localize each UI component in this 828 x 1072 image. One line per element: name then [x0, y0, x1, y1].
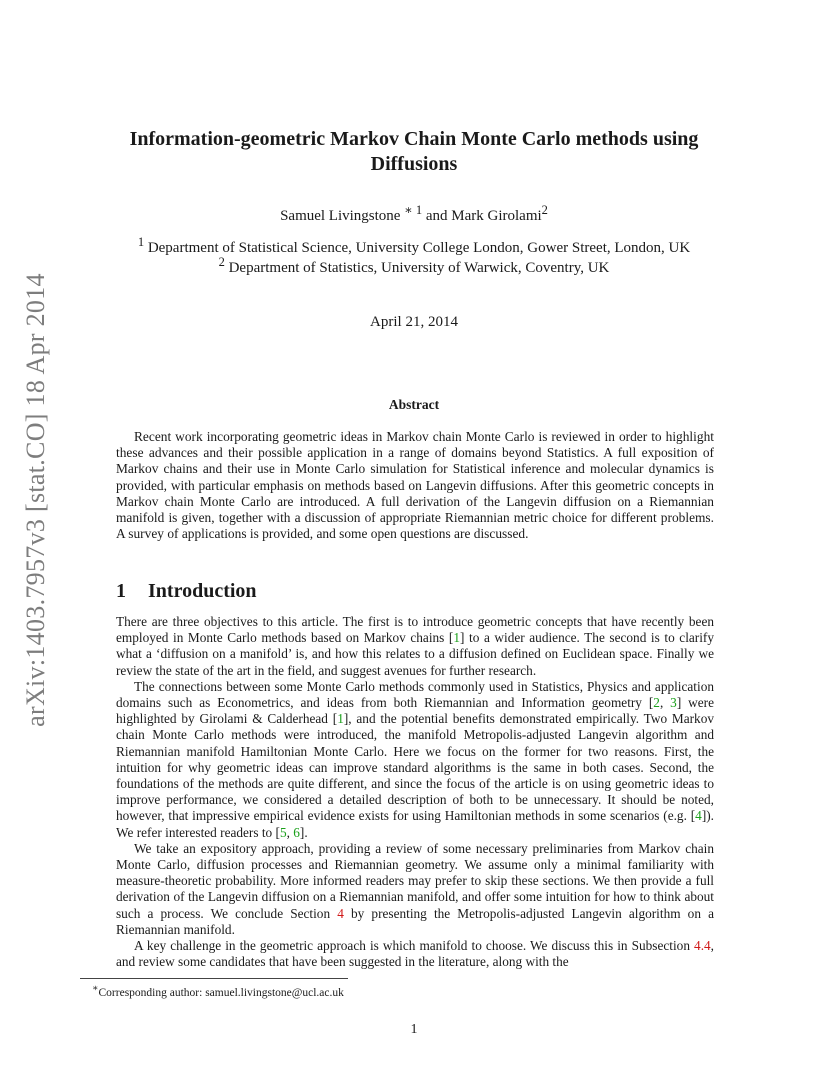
footnote — [92, 983, 344, 999]
section-number: 1 — [116, 580, 126, 602]
citation-separator: , — [286, 824, 294, 840]
affiliation-1-mark: 1 — [137, 235, 145, 249]
title-line-2: Diffusions — [370, 153, 458, 175]
paragraph-text: ]. — [299, 824, 308, 840]
paper-title — [80, 127, 748, 177]
paragraph-1 — [116, 614, 714, 679]
page-number: 1 — [410, 1022, 418, 1037]
title-line-1: Information-geometric Markov Chain Monte Carlo methods using — [129, 128, 699, 150]
paragraph-text: There are three objectives to this article. The first is to introduce geometric concepts that have recently been employed in Monte Carlo methods based on Markov chains [ — [116, 614, 714, 646]
paragraph-text: The connections between some Monte Carlo methods commonly used in Statistics, Physics and application domains such as Econometrics, and ideas from both Riemannian and Information geometry [ — [116, 678, 714, 711]
author-2-mark: 2 — [541, 203, 548, 217]
author-2-name: Mark Girolami — [451, 208, 542, 224]
section-heading — [116, 580, 257, 603]
paragraph-text: ] were highlighted by Girolami & Calderhead [ — [116, 695, 714, 727]
paragraph-4 — [116, 938, 714, 970]
paragraph-text: by presenting the Metropolis-adjusted Langevin algorithm on a Riemannian manifold. — [116, 905, 714, 937]
subsection-reference-link[interactable]: 4.4 — [694, 938, 711, 954]
citation-link[interactable]: 6 — [293, 824, 300, 840]
citation-link[interactable]: 1 — [337, 711, 344, 727]
paragraph-3 — [116, 841, 714, 938]
citation-link[interactable]: 2 — [653, 695, 660, 711]
paragraph-text: A key challenge in the geometric approach is which manifold to choose. We discuss this in Subsection — [134, 938, 695, 954]
section-title: Introduction — [148, 580, 257, 602]
paragraph-text: We take an expository approach, providing a review of some necessary preliminaries from Markov chain Monte Carlo, diffusion processes and Riemannian geometry. We assume only a minimal familiarity with measure-theoretic probability. More informed readers may prefer to skip these sections. We then provide a full derivation of the Langevin diffusion on a Riemannian manifold, and offer some intuition for how to think about such a process. We conclude Section — [116, 840, 714, 921]
publication-date: April 21, 2014 — [370, 314, 458, 330]
affiliation-1 — [80, 235, 748, 257]
citation-link[interactable]: 5 — [279, 824, 287, 840]
abstract-heading: Abstract — [388, 397, 440, 412]
affiliation-2-mark: 2 — [218, 255, 225, 269]
author-1-marks: ∗ 1 — [404, 203, 423, 217]
footnote-text: Corresponding author: samuel.livingstone@ucl.ac.uk — [98, 986, 344, 999]
citation-separator: , — [659, 695, 671, 711]
paragraph-text: ]). We refer interested readers to [ — [116, 808, 714, 840]
affiliation-1-text: Department of Statistical Science, University College London, Gower Street, London, UK — [147, 240, 691, 256]
author-line — [80, 202, 748, 225]
paragraph-2 — [116, 679, 714, 841]
affiliation-2-text: Department of Statistics, University of Warwick, Coventry, UK — [228, 260, 610, 276]
affiliation-2 — [80, 255, 748, 277]
footnote-divider — [80, 978, 348, 979]
arxiv-identifier: arXiv:1403.7957v3 [stat.CO] 18 Apr 2014 — [21, 273, 50, 727]
author-conjunction: and — [425, 208, 448, 224]
abstract-text: Recent work incorporating geometric ideas in Markov chain Monte Carlo is reviewed in order to highlight these advances and their possible application in a range of domains beyond Statistics. A full exposition of Markov chains and their use in Monte Carlo simulation for Statistical inference and molecular dynamics is provided, with particular emphasis on methods based on Langevin diffusions. After this geometric concepts in Markov chain Monte Carlo are introduced. A full derivation of the Langevin diffusion on a Riemannian manifold is given, together with a discussion of appropriate Riemannian metric choice for different problems. A survey of applications is provided, and some open questions are discussed. — [116, 429, 714, 542]
paragraph-text: ], and the potential benefits demonstrated empirically. Two Markov chain Monte Carlo methods were introduced, the manifold Metropolis-adjusted Langevin algorithm and Riemannian manifold Hamiltonian Monte Carlo. Here we focus on the former for two reasons. First, the intuition for why geometric ideas can improve standard algorithms is the same in both cases. Second, the foundations of the methods are quite different, and since the focus of the article is on using geometric ideas to improve performance, we considered a detailed description of both to be unnecessary. It should be noted, however, that impressive empirical evidence exists for using Hamiltonian methods in some scenarios (e.g. [ — [116, 711, 714, 824]
section-reference-link[interactable]: 4 — [337, 905, 344, 921]
citation-link[interactable]: 1 — [453, 630, 461, 646]
footnote-mark: ∗ — [92, 983, 99, 994]
citation-link[interactable]: 4 — [695, 808, 702, 824]
paragraph-text: ] to a wider audience. The second is to clarify what a ‘diffusion on a manifold’ is, and how this relates to a diffusion defined on Euclidean space. Finally we review the state of the art in the field, and suggest avenues for further research. — [116, 630, 714, 678]
author-1-name: Samuel Livingstone — [280, 208, 401, 224]
arxiv-sidebar — [14, 273, 58, 727]
citation-link[interactable]: 3 — [670, 695, 677, 711]
paragraph-text: , and review some candidates that have been suggested in the literature, along with the — [116, 938, 714, 970]
introduction-body — [116, 614, 714, 970]
